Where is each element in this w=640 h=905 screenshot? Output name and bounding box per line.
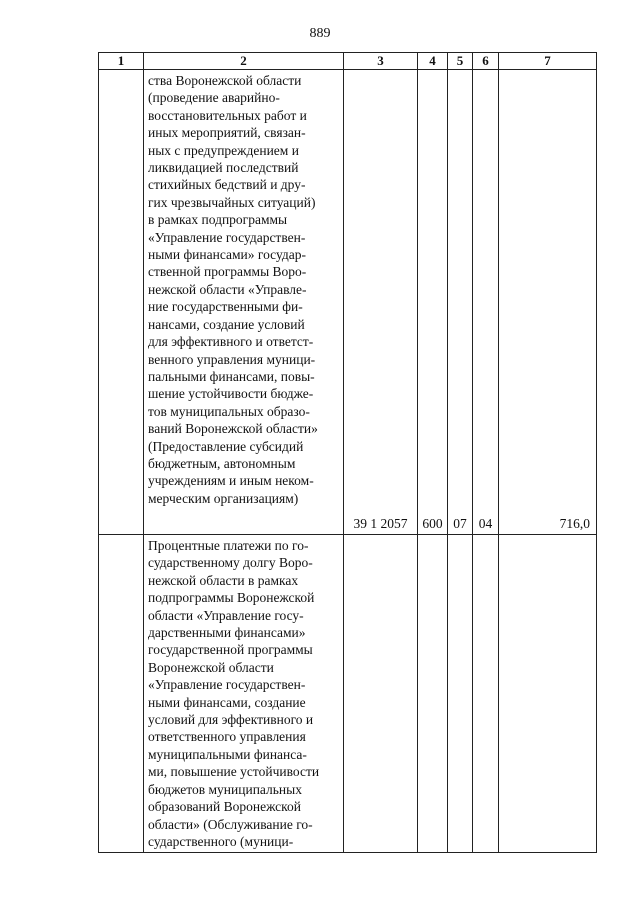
description-line: ными финансами, создание bbox=[148, 694, 306, 710]
description-line: Процентные платежи по го- bbox=[148, 538, 309, 553]
description-line: «Управление государствен- bbox=[148, 229, 306, 245]
description-line: «Управление государствен- bbox=[148, 677, 306, 693]
description-line: бюджетным, автономным bbox=[148, 455, 296, 471]
description-line: нансами, создание условий bbox=[148, 316, 305, 332]
description-line: гих чрезвычайных ситуаций) bbox=[148, 194, 316, 210]
description-cell bbox=[144, 535, 344, 853]
description-line: ми, повышение устойчивости bbox=[148, 764, 320, 780]
subsection-cell bbox=[473, 535, 499, 853]
description-line: бюджетов муниципальных bbox=[148, 781, 302, 797]
description-line: (проведение аварийно- bbox=[148, 90, 280, 106]
description-line: ние государственными фи- bbox=[148, 299, 303, 315]
column-header-5: 5 bbox=[448, 53, 473, 70]
column-header-3: 3 bbox=[344, 53, 418, 70]
description-line: ответственного управления bbox=[148, 729, 306, 745]
description-line: области «Управление госу- bbox=[148, 607, 304, 623]
description-line: государственной программы bbox=[148, 642, 313, 658]
section-cell bbox=[448, 535, 473, 853]
target-article-code-cell bbox=[344, 535, 418, 853]
column-header-2: 2 bbox=[144, 53, 344, 70]
subsection-cell: 04 bbox=[473, 70, 499, 535]
description-line: (Предоставление субсидий bbox=[148, 438, 304, 454]
description-line: муниципальными финанса- bbox=[148, 746, 307, 762]
expense-type-cell bbox=[418, 535, 448, 853]
description-line: дарственными финансами» bbox=[148, 625, 306, 641]
description-line: сударственному долгу Воро- bbox=[148, 555, 313, 571]
description-line: образований Воронежской bbox=[148, 799, 301, 815]
description-line: ваний Воронежской области» bbox=[148, 421, 318, 437]
description-line: подпрограммы Воронежской bbox=[148, 590, 315, 606]
description-text bbox=[148, 537, 340, 850]
table-row bbox=[99, 535, 597, 853]
amount-cell: 716,0 bbox=[499, 70, 597, 535]
row-number-cell bbox=[99, 70, 144, 535]
table-row bbox=[99, 70, 597, 535]
description-line: пальными финансами, повы- bbox=[148, 368, 315, 384]
description-line: стихийных бедствий и дру- bbox=[148, 177, 306, 193]
column-header-6: 6 bbox=[473, 53, 499, 70]
row-number-cell bbox=[99, 535, 144, 853]
description-line: ликвидацией последствий bbox=[148, 160, 299, 176]
table-header-row bbox=[99, 53, 597, 70]
column-header-7: 7 bbox=[499, 53, 597, 70]
description-line: тов муниципальных образо- bbox=[148, 403, 310, 419]
target-article-code-cell: 39 1 2057 bbox=[344, 70, 418, 535]
section-cell: 07 bbox=[448, 70, 473, 535]
description-line: условий для эффективного и bbox=[148, 712, 314, 728]
description-line: восстановительных работ и bbox=[148, 107, 307, 123]
description-line: Воронежской области bbox=[148, 659, 274, 675]
column-header-4: 4 bbox=[418, 53, 448, 70]
description-line: шение устойчивости бюдже- bbox=[148, 386, 314, 402]
description-line: нежской области «Управле- bbox=[148, 281, 307, 297]
description-line: иных мероприятий, связан- bbox=[148, 125, 306, 141]
description-line: ных с предупреждением и bbox=[148, 142, 299, 158]
description-line: ственной программы Воро- bbox=[148, 264, 307, 280]
page-number: 889 bbox=[309, 26, 331, 41]
budget-table bbox=[98, 52, 597, 853]
description-cell bbox=[144, 70, 344, 535]
description-line: в рамках подпрограммы bbox=[148, 212, 288, 228]
description-line: для эффективного и ответст- bbox=[148, 334, 314, 350]
description-line: мерческим организациям) bbox=[148, 490, 299, 506]
description-line: нежской области в рамках bbox=[148, 572, 299, 588]
description-line: учреждениям и иным неком- bbox=[148, 473, 314, 489]
description-line: области» (Обслуживание го- bbox=[148, 816, 313, 832]
description-line: сударственного (муници- bbox=[148, 833, 294, 849]
description-line: ства Воронежской области bbox=[148, 73, 302, 88]
description-text bbox=[148, 72, 340, 507]
amount-cell bbox=[499, 535, 597, 853]
description-line: венного управления муници- bbox=[148, 351, 316, 367]
description-line: ными финансами» государ- bbox=[148, 247, 306, 263]
column-header-1: 1 bbox=[99, 53, 144, 70]
expense-type-cell: 600 bbox=[418, 70, 448, 535]
